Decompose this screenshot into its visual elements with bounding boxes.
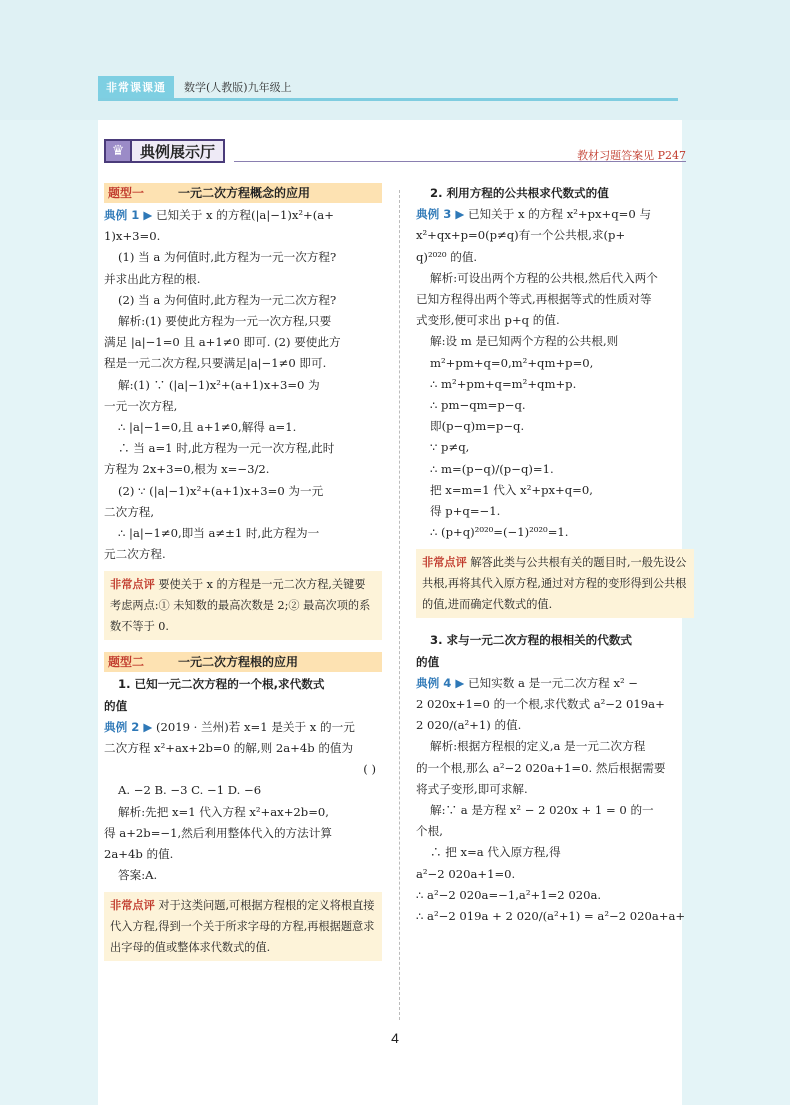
ex4-analysis: 解析:根据方程根的定义,a 是一元二次方程 <box>430 739 646 754</box>
subheading-2: 2. 利用方程的公共根求代数式的值 <box>430 186 609 200</box>
trophy-icon: ♛ <box>104 139 132 163</box>
comment-box-3: 非常点评 解答此类与公共根有关的题目时,一般先设公共根,再将其代入原方程,通过对方程的变形得到公共根的值,进而确定代数式的值. <box>416 549 694 618</box>
column-divider <box>399 190 400 1020</box>
ex1-analysis: 解析:(1) 要使此方程为一元一次方程,只要 <box>118 314 332 329</box>
type2-title: 一元二次方程根的应用 <box>178 655 299 670</box>
type2-tag: 题型二 <box>108 655 145 670</box>
ex4-label: 典例 4 ▶ <box>416 675 465 690</box>
type2-header <box>104 652 382 672</box>
type1-tag: 题型一 <box>108 186 145 200</box>
ex2-answer: 答案:A. <box>118 868 158 883</box>
ex3-text: 典例 3 ▶ 已知关于 x 的方程 x²+px+q=0 与 <box>416 207 652 222</box>
subheading-1: 1. 已知一元二次方程的一个根,求代数式 <box>118 677 325 692</box>
section-title: 典例展示厅 <box>132 139 225 163</box>
comment-box-1: 非常点评 要使关于 x 的方程是一元二次方程,关键要考虑两点:① 未知数的最高次数是 2;② 最高次项的系数不等于 0. <box>104 571 382 640</box>
left-column: 题型一 一元二次方程概念的应用 典例 1 ▶ 已知关于 x 的方程(|a|−1)x²+(a+ 1)x+3=0. (1) 当 a 为何值时,此方程为一元一次方程? 并求出此方程的根. (2) 当 a 为何值时,此方程为一元二次方程? 解析:(1) 要使此方程为一元一次方程,只要 满足 |a|−1=0 且 a+1≠0 即可. (2) 要使此方 程是一元二次方程,只要满足|a|−1≠0 即可. 解:(1) ∵ (|a|−1)x²+(a+1)x+3=0 为 一元一次方程, ∴ |a|−1=0,且 a+1≠0,解得 a=1. ∴ 当 a=1 时,此方程为一元一次方程,此时 方程为 2x+3=0,根为 x=−3/2. (2) ∵ (|a|−1)x²+(a+1)x+3=0 为一元 二次方程, ∴ |a|−1≠0,即当 a≠±1 时,此方程为一 元二次方程. 非常点评 要使关于 x 的方程是一元二次方程,关键要考虑两点:① 未知数的最高次数是 2;② 最高次项的系数不等于 0. 题型二 一元二次方程根的应用 1. 已知一元二次方程的一个根,求代数式 的值 典例 2 ▶ (2019 · 兰州)若 x=1 是关于 x 的一元 二次方程 x²+ax+2b=0 的解,则 2a+4b 的值为 ( ) A. −2 B. −3 C. −1 D. −6 解析:先把 x=1 代入方程 x²+ax+2b=0, 得 a+2b=−1,然后利用整体代入的方法计算 2a+4b 的值. 答案:A. 非常点评 对于这类问题,可根据方程根的定义将根直接代入方程,得到一个关于所求字母的方程,再根据题意求出字母的值或整体求代数式的值. <box>104 183 382 961</box>
ex2-analysis: 解析:先把 x=1 代入方程 x²+ax+2b=0, <box>118 804 329 819</box>
left-margin-band <box>0 120 98 1105</box>
ex2-label: 典例 2 ▶ <box>104 719 153 734</box>
ex4-solution: 解:∵ a 是方程 x² − 2 020x + 1 = 0 的一 <box>430 803 654 818</box>
top-band <box>0 0 790 120</box>
ex3-analysis: 解析:可设出两个方程的公共根,然后代入两个 <box>430 270 658 285</box>
ex1-text: 典例 1 ▶ 已知关于 x 的方程(|a|−1)x²+(a+ <box>104 208 334 222</box>
ex2-text: 典例 2 ▶ (2019 · 兰州)若 x=1 是关于 x 的一元 <box>104 719 355 734</box>
header-rule <box>98 98 678 101</box>
section-heading <box>104 139 225 163</box>
subheading-3: 3. 求与一元二次方程的根相关的代数式 <box>430 633 633 648</box>
type1-header <box>104 183 382 203</box>
right-margin-band <box>682 120 790 1105</box>
ex2-options: A. −2 B. −3 C. −1 D. −6 <box>118 783 262 798</box>
comment-box-2: 非常点评 对于这类问题,可根据方程根的定义将根直接代入方程,得到一个关于所求字母的方程,再根据题意求出字母的值或整体求代数式的值. <box>104 892 382 961</box>
type1-title: 一元二次方程概念的应用 <box>178 186 311 200</box>
right-column: 2. 利用方程的公共根求代数式的值 典例 3 ▶ 已知关于 x 的方程 x²+px+q=0 与 x²+qx+p=0(p≠q)有一个公共根,求(p+ q)²⁰²⁰ 的值. 解析:可设出两个方程的公共根,然后代入两个 已知方程得出两个等式,再根据等式的性质对等 式变形,便可求出 p+q 的值. 解:设 m 是已知两个方程的公共根,则 m²+pm+q=0,m²+qm+p=0, ∴ m²+pm+q=m²+qm+p. ∴ pm−qm=p−q. 即(p−q)m=p−q. ∵ p≠q, ∴ m=(p−q)/(p−q)=1. 把 x=m=1 代入 x²+px+q=0, 得 p+q=−1. ∴ (p+q)²⁰²⁰=(−1)²⁰²⁰=1. 非常点评 解答此类与公共根有关的题目时,一般先设公共根,再将其代入原方程,通过对方程的变形得到公共根的值,进而确定代数式的值. 3. 求与一元二次方程的根相关的代数式 的值 典例 4 ▶ 已知实数 a 是一元二次方程 x² − 2 020x+1=0 的一个根,求代数式 a²−2 019a+ 2 020/(a²+1) 的值. 解析:根据方程根的定义,a 是一元二次方程 的一个根,那么 a²−2 020a+1=0. 然后根据需要 将式子变形,即可求解. 解:∵ a 是方程 x² − 2 020x + 1 = 0 的一 个根, ∴ 把 x=a 代入原方程,得 a²−2 020a+1=0. ∴ a²−2 020a=−1,a²+1=2 020a. ∴ a²−2 019a + 2 020/(a²+1) = a²−2 020a+a+ <box>416 183 694 927</box>
ex1-solution: 解:(1) ∵ (|a|−1)x²+(a+1)x+3=0 为 <box>118 377 320 392</box>
book-title: 数学(人教版)九年级上 <box>184 81 292 94</box>
answer-reference: 教材习题答案见 P247 <box>577 149 686 162</box>
ex3-label: 典例 3 ▶ <box>416 207 465 222</box>
running-header <box>98 76 292 98</box>
brand-badge: 非常课课通 <box>98 76 174 98</box>
ex1-label: 典例 1 ▶ <box>104 208 153 222</box>
page-number: 4 <box>391 1030 399 1046</box>
ex3-solution: 解:设 m 是已知两个方程的公共根,则 <box>430 334 619 349</box>
ex4-text: 典例 4 ▶ 已知实数 a 是一元二次方程 x² − <box>416 675 639 690</box>
